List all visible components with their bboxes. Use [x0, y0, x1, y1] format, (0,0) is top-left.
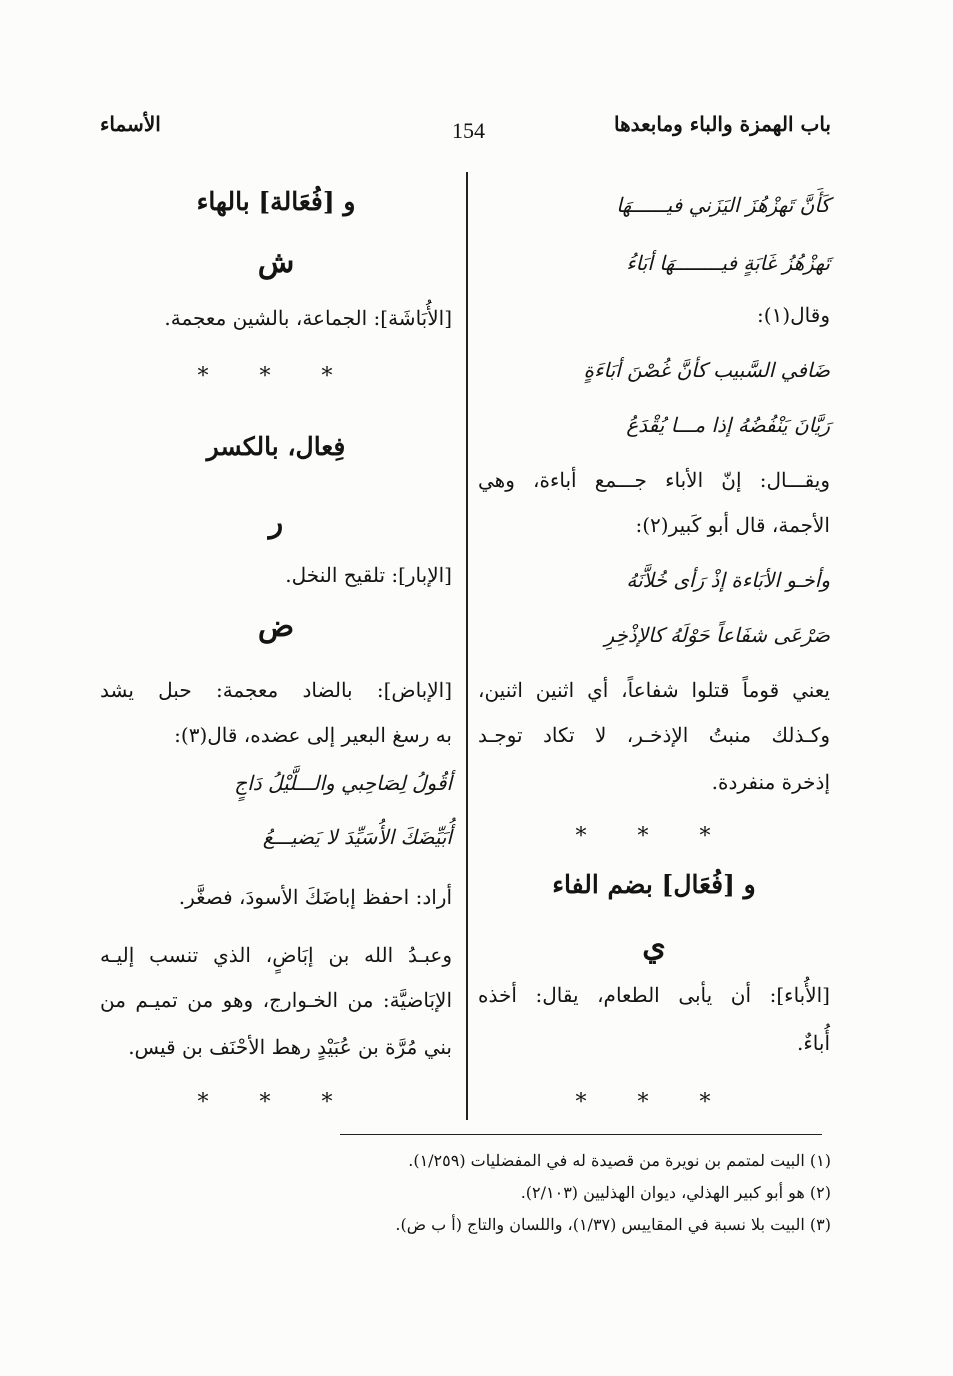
footnote-rule	[340, 1134, 822, 1135]
body-line: ويقـــال: إنّ الأباء جـــمع أباءة، وهي	[478, 468, 830, 492]
root-letter: ر	[268, 505, 284, 540]
body-line: أُباءٌ.	[797, 1031, 830, 1055]
section-separator: * * *	[197, 364, 355, 389]
body-line: [الإباض]: بالضاد معجمة: حبل يشد	[100, 678, 452, 702]
section-separator: * * *	[575, 1090, 733, 1115]
verse-line: رَيَّانَ يَنْفُضُهُ إذا مـــا يُقْدَعُ	[626, 413, 830, 437]
body-line: وقال(١):	[757, 303, 830, 327]
column-divider	[466, 172, 468, 1120]
verse-line: صَرْعَى شفَاعاً حَوْلَهُ كالإذْخِرِ	[604, 623, 830, 647]
body-line: أراد: احفظ إباضَكَ الأسودَ، فصغَّر.	[178, 885, 452, 909]
chapter-title: باب الهمزة والباء ومابعدها	[614, 112, 831, 136]
body-line: الإبَاضيَّة: من الخـوارج، وهو من تميـم من	[100, 988, 452, 1012]
verse-line: تَهزْهُزُ غَابَةٍ فيــــــــهَا أبَاءُ	[626, 251, 830, 275]
body-line: يعني قوماً قتلوا شفاعاً، أي اثنين اثنين،	[478, 678, 830, 702]
body-line: [الأُبَاشَة]: الجماعة، بالشين معجمة.	[164, 306, 452, 330]
section-separator: * * *	[197, 1090, 355, 1115]
root-letter: ض	[257, 609, 295, 644]
body-line: بني مُرَّة بن عُبَيْدٍ رهط الأحْنَف بن قيس.	[128, 1035, 452, 1059]
body-line: الأجمة، قال أبو كَبير(٢):	[635, 513, 830, 537]
body-line: به رسغ البعير إلى عضده، قال(٣):	[174, 723, 452, 747]
body-line: إذخرة منفردة.	[711, 770, 830, 794]
verse-line: أُبَيِّضَكَ الأُسَيِّدَ لا يَضيـــعُ	[262, 825, 452, 849]
verse-line: كَأَنَّ تَهزْهُزَ اليَزَني فيــــــهَا	[616, 193, 830, 217]
root-letter: ي	[642, 929, 666, 964]
body-line: وعبـدُ الله بن إبَاضٍ، الذي تنسب إليـه	[100, 943, 452, 967]
verse-line: أقُولُ لِصَاحِبي والـــلَّيْلُ دَاجٍ	[234, 771, 452, 795]
body-line: [الأُباء]: أن يأبى الطعام، يقال: أخذه	[478, 983, 830, 1007]
body-line: وكـذلك منبتُ الإذخـر، لا تكاد توجـد	[478, 723, 830, 747]
body-line: [الإبار]: تلقيح النخل.	[285, 563, 452, 587]
root-letter: ش	[257, 245, 295, 280]
verse-line: وأخـو الأبَاءة إذْ رَأى خُلاَّنَهُ	[626, 568, 830, 592]
section-separator: * * *	[575, 824, 733, 849]
section-heading: و [فُعَال] بضم الفاء	[552, 870, 756, 899]
footnote: (٣) البيت بلا نسبة في المقاييس (١/٣٧)، واللسان والتاج (أ ب ض).	[395, 1215, 831, 1234]
footnote: (٢) هو أبو كبير الهذلي، ديوان الهذليين (٢/١٠٣).	[520, 1183, 831, 1202]
verse-line: ضَافي السَّبيب كأنَّ غُصْنَ أبَاءَةٍ	[583, 358, 830, 382]
footnote: (١) البيت لمتمم بن نويرة من قصيدة له في المفضليات (١/٢٥٩).	[408, 1151, 831, 1170]
section-heading: فِعال، بالكسر	[206, 432, 346, 461]
page-number: 154	[452, 118, 485, 143]
section-title: الأسماء	[100, 112, 161, 136]
section-heading: و [فُعَالة] بالهاء	[196, 187, 356, 216]
